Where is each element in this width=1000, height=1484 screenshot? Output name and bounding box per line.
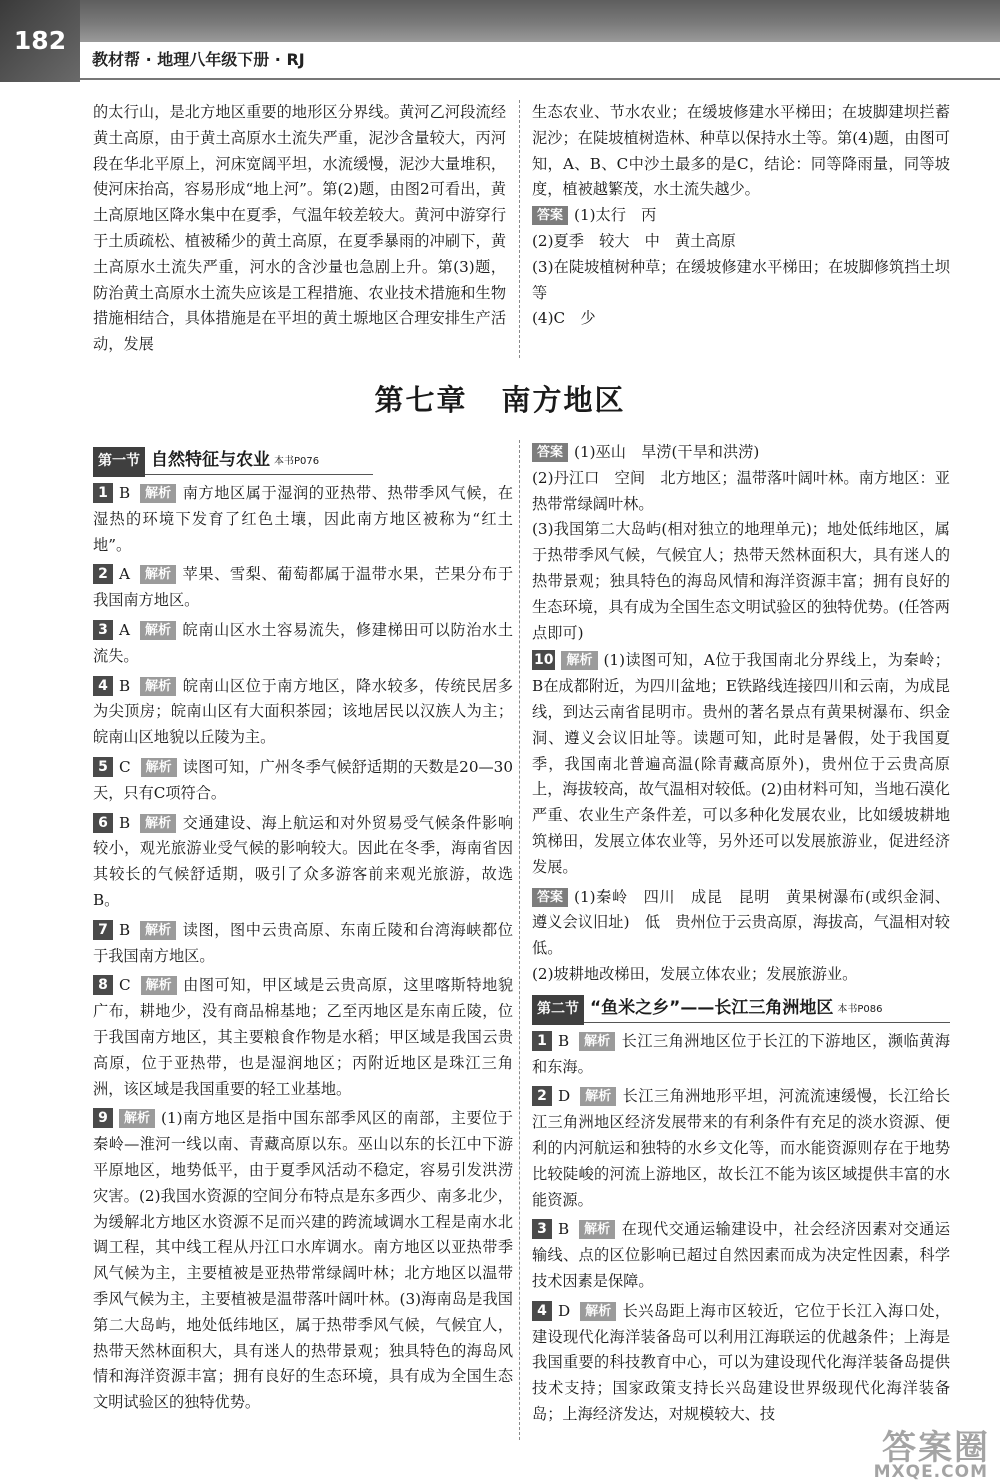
question-answer: A	[119, 565, 130, 584]
question-number: 4	[532, 1301, 552, 1321]
q9-answer-2: (2)丹江口 空间 北方地区；温带落叶阔叶林。南方地区：亚热带常绿阔叶林。	[532, 468, 950, 513]
question-number: 1	[532, 1031, 552, 1051]
question-analysis: 交通建设、海上航运和对外贸易受气候条件影响较小，观光旅游业受气候的影响较大。因此在冬季，海南省因其较长的气候舒适期，吸引了众多游客前来观光旅游，故选B。	[93, 813, 513, 909]
question-number: 2	[93, 564, 113, 584]
watermark-url: MXQE.COM	[873, 1462, 988, 1482]
analysis-badge: 解析	[141, 976, 177, 995]
question-analysis: 皖南山区位于南方地区，降水较多，传统民居多为尖顶房；皖南山区有大面积茶园；该地居民以汉族人为主；皖南山区地貌以丘陵为主。	[93, 676, 513, 747]
question-analysis: 苹果、雪梨、葡萄都属于温带水果，芒果分布于我国南方地区。	[93, 565, 513, 610]
analysis-badge: 解析	[579, 1220, 615, 1239]
analysis-badge: 解析	[140, 621, 176, 640]
chapter-title: 南方地区	[501, 383, 626, 417]
answer-line-2: (2)夏季 较大 中 黄土高原	[532, 231, 736, 250]
question-answer: B	[119, 484, 131, 502]
question-item	[93, 811, 513, 914]
analysis-badge: 解析	[140, 921, 176, 940]
section-name: 自然特征与农业	[151, 450, 270, 470]
q9-answer-3: (3)我国第二大岛屿(相对独立的地理单元)；地处低纬地区，属于热带季风气候，气候宜人；热带天然林面积大，具有迷人的热带景观；独具特色的海岛风情和海洋资源丰富；拥有良好的生态环境，具有成为全国生态文明试验区的独特优势。(任答两点即可)	[532, 520, 950, 642]
section2-heading	[532, 992, 950, 1023]
analysis-badge: 解析	[580, 1087, 616, 1106]
section-tag: 第一节	[93, 447, 145, 477]
question-item	[93, 918, 513, 970]
section1-column	[93, 444, 513, 1420]
analysis-badge: 解析	[119, 1109, 155, 1128]
right-main-column	[532, 440, 950, 1432]
question-analysis: 长江三角洲地形平坦，河流流速缓慢，长江给长江三角洲地区经济发展带来的有利条件有充足的淡水资源、便利的内河航运和独特的水乡文化等，而水能资源则存在于地势比较陡峻的河流上游地区，故长江不能为该区域提供丰富的水能资源。	[532, 1087, 950, 1209]
question-analysis: 长兴岛距上海市区较近，它位于长江入海口处，建设现代化海洋装备岛可以利用江海联运的优越条件；上海是我国重要的科技教育中心，可以为建设现代化海洋装备岛提供技术支持；国家政策支持长兴岛建设世界级现代化海洋装备岛；上海经济发达，对规模较大、技	[532, 1301, 950, 1423]
watermark-text: 答案圈	[882, 1428, 990, 1468]
question-number: 3	[532, 1219, 552, 1239]
question-item	[93, 755, 513, 807]
analysis-badge: 解析	[140, 677, 176, 696]
analysis-badge: 解析	[580, 1302, 616, 1321]
top-right-text: 生态农业、节水农业；在缓坡修建水平梯田；在坡脚建坝拦蓄泥沙；在陡坡植树造林、种草以保持水土等。第(4)题，由图可知，A、B、C中沙土最多的是C，结论：同等降雨量，同等坡度，植被越繁茂，水土流失越少。	[532, 103, 950, 199]
answer-badge: 答案	[532, 443, 568, 462]
section-ref: 本书P076	[274, 456, 320, 467]
question-answer: D	[558, 1087, 571, 1106]
question-analysis: 读图，图中云贵高原、东南丘陵和台湾海峡都位于我国南方地区。	[93, 920, 513, 965]
question-answer: D	[558, 1301, 571, 1320]
answer-line-3: (3)在陡坡植树种草；在缓坡修建水平梯田；在坡脚修筑挡土坝等	[532, 257, 950, 302]
analysis-badge: 解析	[561, 651, 597, 670]
top-left-text: 的太行山，是北方地区重要的地形区分界线。黄河乙河段流经黄土高原，由于黄土高原水土流失严重，泥沙含量较大，丙河段在华北平原上，河床宽阔平坦，水流缓慢，泥沙大量堆积，使河床抬高，容易形成“地上河”。第(2)题，由图2可看出，黄土高原地区降水集中在夏季，气温年较差较大。黄河中游穿行于土质疏松、植被稀少的黄土高原，在夏季暴雨的冲刷下，黄土高原水土流失严重，河水的含沙量也急剧上升。第(3)题，防治黄土高原水土流失应该是工程措施、农业技术措施和生物措施相结合，具体措施是在平坦的黄土塬地区合理安排生产活动，发展	[93, 103, 506, 354]
question-number: 7	[93, 920, 113, 940]
question-answer: B	[119, 813, 131, 832]
question-answer: A	[119, 620, 130, 639]
question-analysis: 在现代交通运输建设中，社会经济因素对交通运输线、点的区位影响已超过自然因素而成为决定性因素，科学技术因素是保障。	[532, 1220, 950, 1290]
question-number: 6	[93, 813, 113, 833]
section1-heading	[93, 444, 373, 475]
analysis-badge: 解析	[140, 484, 176, 503]
chapter-number: 第七章	[374, 383, 468, 417]
question-item	[532, 648, 950, 880]
question-item	[93, 562, 513, 614]
column-divider-main	[519, 440, 520, 1440]
question-analysis: (1)南方地区是指中国东部季风区的南部，主要位于秦岭—淮河一线以南、青藏高原以东。巫山以东的长江中下游平原地区，地势低平，由于夏季风活动不稳定，容易引发洪涝灾害。(2)我国水资源的空间分布特点是东多西少、南多北少，为缓解北方地区水资源不足而兴建的跨流域调水工程是南水北调工程，其中线工程从丹江口水库调水。南方地区以亚热带季风气候为主，主要植被是亚热带常绿阔叶林；北方地区以温带季风气候为主，主要植被是温带落叶阔叶林。(3)海南岛是我国第二大岛屿，地处低纬地区，属于热带季风气候，气候宜人，热带天然林面积大，具有迷人的热带景观；独具特色的海岛风情和海洋资源丰富；拥有良好的生态环境，具有成为全国生态文明试验区的独特优势。	[93, 1109, 513, 1412]
answer-badge: 答案	[532, 206, 568, 225]
q10-answer-2: (2)坡耕地改梯田，发展立体农业；发展旅游业。	[532, 964, 858, 983]
answer-line-1	[532, 203, 950, 229]
question-number: 9	[93, 1108, 113, 1128]
question-item	[532, 1084, 950, 1213]
question-analysis: 南方地区属于湿润的亚热带、热带季风气候，在湿热的环境下发育了红色土壤，因此南方地区被称为“红土地”。	[93, 484, 513, 554]
analysis-badge: 解析	[140, 814, 176, 833]
q9-answer-1	[532, 440, 950, 466]
watermark-logo	[850, 1420, 1000, 1484]
analysis-badge: 解析	[579, 1032, 615, 1051]
question-number: 3	[93, 620, 113, 640]
page-number-box	[0, 0, 80, 82]
question-number: 10	[534, 652, 554, 669]
question-number: 5	[93, 757, 113, 777]
question-answer: B	[558, 1031, 570, 1050]
question-item	[93, 674, 513, 751]
answer-text: (1)巫山 旱涝(干旱和洪涝)	[574, 443, 760, 461]
column-divider-top	[519, 100, 520, 358]
section-name: “鱼米之乡”——长江三角洲地区	[590, 997, 834, 1018]
answer-text: (1)秦岭 四川 成昆 昆明 黄果树瀑布(或织金洞、遵义会议旧址) 低 贵州位于云贵高原，海拔高，气温相对较低。	[532, 887, 950, 958]
question-answer: C	[119, 976, 131, 995]
question-answer: B	[119, 920, 131, 939]
header-band	[80, 0, 1000, 42]
question-number: 2	[532, 1086, 552, 1106]
q10-answer-1	[532, 885, 950, 962]
question-answer: B	[119, 676, 131, 695]
question-number: 8	[93, 975, 113, 995]
question-analysis: (1)读图可知，A位于我国南北分界线上，为秦岭；B在成都附近，为四川盆地；E铁路线连接四川和云南，为成昆线，到达云南省昆明市。贵州的著名景点有黄果树瀑布、织金洞、遵义会议旧址等。读题可知，此时是暑假，处于我国夏季，我国南北普遍高温(除青藏高原外)，贵州位于云贵高原上，海拔较高，故气温相对较低。(2)由材料可知，当地石漠化严重、农业生产条件差，可以多种化发展农业，比如缓坡耕地筑梯田，发展立体农业等，另外还可以发展旅游业，促进经济发展。	[532, 651, 950, 876]
question-answer: B	[558, 1220, 570, 1239]
question-analysis: 由图可知，甲区域是云贵高原，这里喀斯特地貌广布，耕地少，没有商品棉基地；乙至丙地区是东南丘陵，位于我国南方地区，其主要粮食作物是水稻；甲区域是我国云贵高原，位于亚热带，也是湿润地区；丙附近地区是珠江三角洲，该区域是我国重要的轻工业基地。	[93, 976, 513, 1098]
analysis-badge: 解析	[141, 758, 177, 777]
analysis-badge: 解析	[140, 565, 176, 584]
chapter-heading	[0, 378, 1000, 419]
page-number: 182	[13, 26, 67, 55]
question-analysis: 皖南山区水土容易流失，修建梯田可以防治水土流失。	[93, 620, 513, 665]
question-item	[93, 618, 513, 670]
question-item	[532, 1029, 950, 1081]
answer-line-4: (4)C 少	[532, 309, 596, 328]
question-item	[93, 973, 513, 1102]
section-ref: 本书P086	[837, 1003, 883, 1015]
top-left-column	[93, 100, 506, 358]
header-rule	[80, 78, 1000, 80]
page-header	[0, 0, 1000, 82]
answer-badge: 答案	[532, 888, 568, 907]
question-number: 4	[93, 676, 113, 696]
answer-text: (1)太行 丙	[574, 206, 657, 225]
question-item	[532, 1299, 950, 1428]
question-item	[93, 481, 513, 558]
question-answer: C	[119, 757, 131, 776]
question-item	[532, 1217, 950, 1294]
question-analysis: 长江三角洲地区位于长江的下游地区，濒临黄海和东海。	[532, 1031, 950, 1076]
question-analysis: 读图可知，广州冬季气候舒适期的天数是20—30天，只有C项符合。	[93, 757, 513, 802]
book-title: 教材帮 · 地理八年级下册 · RJ	[92, 50, 305, 69]
question-item	[93, 1106, 513, 1416]
question-number: 1	[93, 483, 113, 503]
top-right-column	[532, 100, 950, 332]
section-tag: 第二节	[532, 995, 584, 1025]
